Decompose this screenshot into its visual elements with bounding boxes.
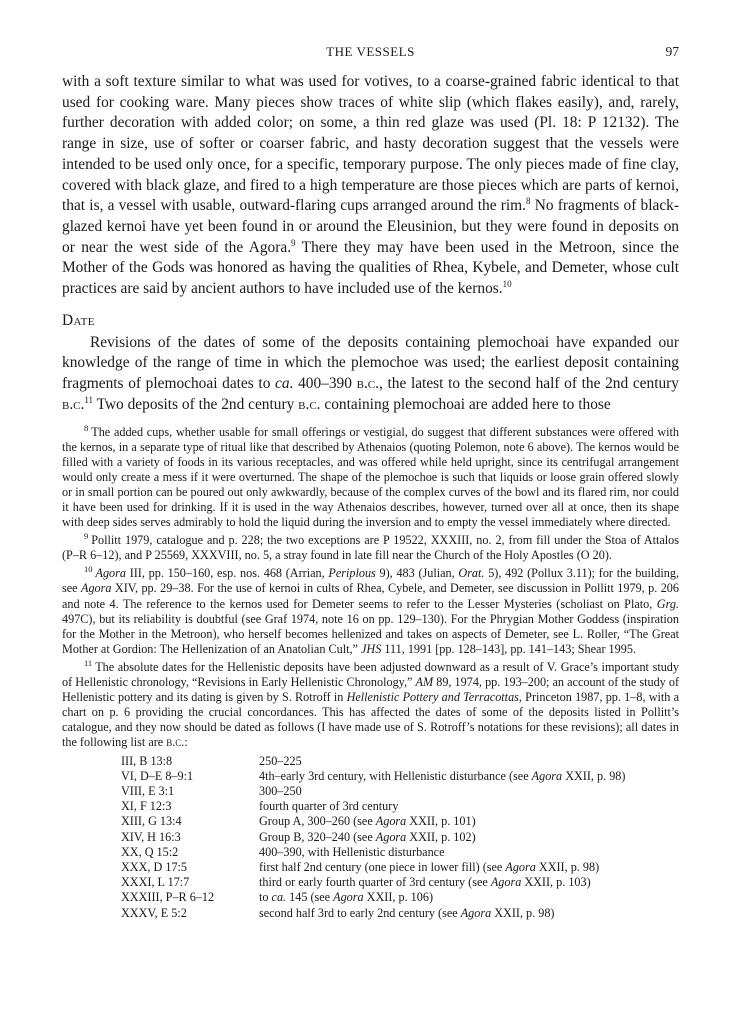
footnote-text: Pollitt 1979, catalogue and p. 228; the two exceptions are P 19522, XXXIII, no. 2, from fill under the Stoa of Attalos (P–R 6–12), and P 25569, XXXVIII, no. 5, a stray found in late fill near the Church of the Holy Apostles (O 20). [62,533,679,563]
small-caps-text: b.c. [298,395,321,413]
italic-text: Grg. [656,596,679,611]
italic-text: ca. [271,890,287,905]
deposit-id: XIV, H 16:3 [121,829,181,844]
footnote [62,533,679,563]
deposit-row [121,890,679,905]
footnote-ref: 9 [291,237,296,248]
footnote-text: The absolute dates for the Hellenistic deposits have been adjusted downward as a result of V. Grace’s important study of Hellenistic chronology, “Revisions in Early Hellenistic Chronology,” AM 89, 1974, pp. 193–200; an account of the study of Hellenistic pottery and its dating is given by S. Rotroff in Hellenistic Pottery and Terracottas, Princeton 1987, pp. 1–8, with a chart on p. 6 providing the crucial concordances. This has affected the dates of some of the deposits listed in Pollitt’s catalogue, and they now should be dated as follows (I have made use of S. Rotroff’s notations for these revisions); all dates in the following list are b.c.: [62,659,679,750]
small-caps-text: b.c. [356,375,379,393]
deposit-id: III, B 13:8 [121,753,173,768]
deposit-id: XX, Q 15:2 [121,844,179,859]
deposit-row [121,906,679,921]
deposit-row [121,814,679,829]
italic-text: Agora [375,814,407,829]
deposit-row [121,830,679,845]
deposit-date: 4th–early 3rd century, with Hellenistic disturbance (see Agora XXII, p. 98) [259,768,626,783]
deposit-row [121,845,679,860]
footnote-ref: 10 [502,279,512,290]
italic-text: JHS [360,641,382,656]
deposit-date: first half 2nd century (one piece in lower fill) (see Agora XXII, p. 98) [259,859,600,874]
small-caps-text: b.c. [166,735,185,750]
italic-text: Agora [81,581,112,596]
deposit-row [121,860,679,875]
footnote-ref: 8 [525,196,531,207]
body-paragraph: Revisions of the dates of some of the deposits containing plemochoai have expanded our knowledge of the range of time in which the plemochoe was used; the earliest deposit containing fragments of plemochoai dates to ca. 400–390 b.c., the latest to the second half of the 2nd century b.c.$^{11}$ Two deposits of the 2nd century b.c. containing plemochoai are added here to those [62,333,679,413]
footnote-number: 11 [84,657,93,668]
section-heading: Date [62,311,95,329]
deposit-list [121,754,679,921]
footnote-ref: 11 [84,394,94,405]
deposit-date: third or early fourth quarter of 3rd century (see Agora XXII, p. 103) [259,875,591,890]
deposit-row [121,799,679,814]
deposit-row [121,754,679,769]
italic-text: Orat. [458,566,485,581]
footnote-number: 9 [84,531,89,542]
footnote [62,422,679,531]
italic-text: Agora [531,768,563,783]
small-caps-text: b.c. [62,395,85,413]
deposit-id: XXXV, E 5:2 [121,905,187,920]
italic-text: AM [415,675,434,690]
italic-text: ca. [275,375,294,393]
page-body [62,72,679,921]
deposit-date: second half 3rd to early 2nd century (see Agora XXII, p. 98) [259,905,555,920]
footnote-text: Agora III, pp. 150–160, esp. nos. 468 (Arrian, Periplous 9), 483 (Julian, Orat. 5), 492 (Pollux 3.11); for the building, see Agora XIV, pp. 29–38. For the use of kernoi in cults of Rhea, Cybele, and Demeter, see discussion in Pollitt 1979, p. 206 and note 4. The reference to the kernos used for Demeter seems to refer to the Lesser Mysteries (scholiast on Plato, Grg. 497C), but its reliability is doubtful (see Graf 1974, note 16 on pp. 129–130). For the Phrygian Mother Goddess (inspiration for the Mother in the Metroon), who herself becomes hellenized and takes on aspects of Demeter, see L. Roller, “The Great Mother at Gordion: The Hellenization of an Anatolian Cult,” JHS 111, 1991 [pp. 128–143], pp. 141–143; Shear 1995. [62,566,679,656]
italic-text: Agora [375,829,407,844]
deposit-id: XI, F 12:3 [121,799,172,814]
deposit-date: fourth quarter of 3rd century [259,799,399,814]
italic-text: Hellenistic Pottery and Terracottas [346,690,519,705]
deposit-date: Group B, 320–240 (see Agora XXII, p. 102) [259,829,476,844]
deposit-row [121,784,679,799]
deposit-id: XXXI, L 17:7 [121,875,190,890]
deposit-id: XXXIII, P–R 6–12 [121,890,215,905]
italic-text: Agora [490,875,522,890]
deposit-date: 300–250 [259,783,302,798]
deposit-id: VI, D–E 8–9:1 [121,768,194,783]
main-text [62,72,679,416]
page-number: 97 [665,44,679,59]
footnote [62,657,679,751]
footnote [62,566,679,657]
italic-text: Agora [95,566,126,581]
deposit-id: XXX, D 17:5 [121,859,188,874]
footnote-number: 8 [84,422,89,433]
italic-text: Periplous [328,566,376,581]
deposit-date: Group A, 300–260 (see Agora XXII, p. 101) [259,814,476,829]
deposit-id: VIII, E 3:1 [121,783,175,798]
running-head: THE VESSELS [326,44,415,59]
deposit-id: XIII, G 13:4 [121,814,182,829]
deposit-row [121,875,679,890]
footnotes [62,422,679,921]
deposit-date: 250–225 [259,753,302,768]
footnote-text: The added cups, whether usable for small offerings or vestigial, do suggest that different substances were offered with the kernos, in a separate type of ritual like that described by Athenaios (quoting Polemon, note 6 above). The kernos would be filled with a variety of foods in its various receptacles, and was offered while held upright, since its centrifugal arrangement would only create a mess if it were overturned. The shape of the plemochoe is such that liquids or loose grain offered slowly or in small portion can be poured out only awkwardly, because of the complex curves of the bowl and its flared rim, nor could it have been used for drinking. If it is used in the way Athenaios describes, however, turned over all at once, then its shape with deep sides serves admirably to hold the liquid during the inversion and to empty the vessel immediately where directed. [62,424,679,530]
body-paragraph: with a soft texture similar to what was used for votives, to a coarse-grained fabric identical to that used for cooking ware. Many pieces show traces of white slip (which flakes easily), and, rarely, further decoration with added color; on some, a thin red glaze was used (Pl. 18: P 12132). The range in size, use of softer or coarser fabric, and hasty decoration suggest that the vessels were intended to be used only once, for a specific, temporary purpose. The only pieces made of fine clay, covered with black glaze, and fired to a high temperature are those pieces which are parts of kernoi, that is, a vessel with usable, outward-flaring cups arranged around the rim.$^8$ No fragments of black-glazed kernoi have yet been found in or around the Eleusinion, but they were found in deposits on or near the west side of the Agora.$^9$ There they may have been used in the Metroon, since the Mother of the Gods was honored as having the qualities of Rhea, Kybele, and Demeter, whose cult practices are said by ancient authors to have included use of the kernos.$^{10}$ [62,73,679,298]
italic-text: Agora [505,859,536,874]
italic-text: Agora [460,905,492,920]
page-header [62,44,679,64]
deposit-date: 400–390, with Hellenistic disturbance [259,844,445,859]
footnote-number: 10 [84,564,93,575]
deposit-date: to ca. 145 (see Agora XXII, p. 106) [259,890,433,905]
deposit-row [121,769,679,784]
italic-text: Agora [333,890,364,905]
